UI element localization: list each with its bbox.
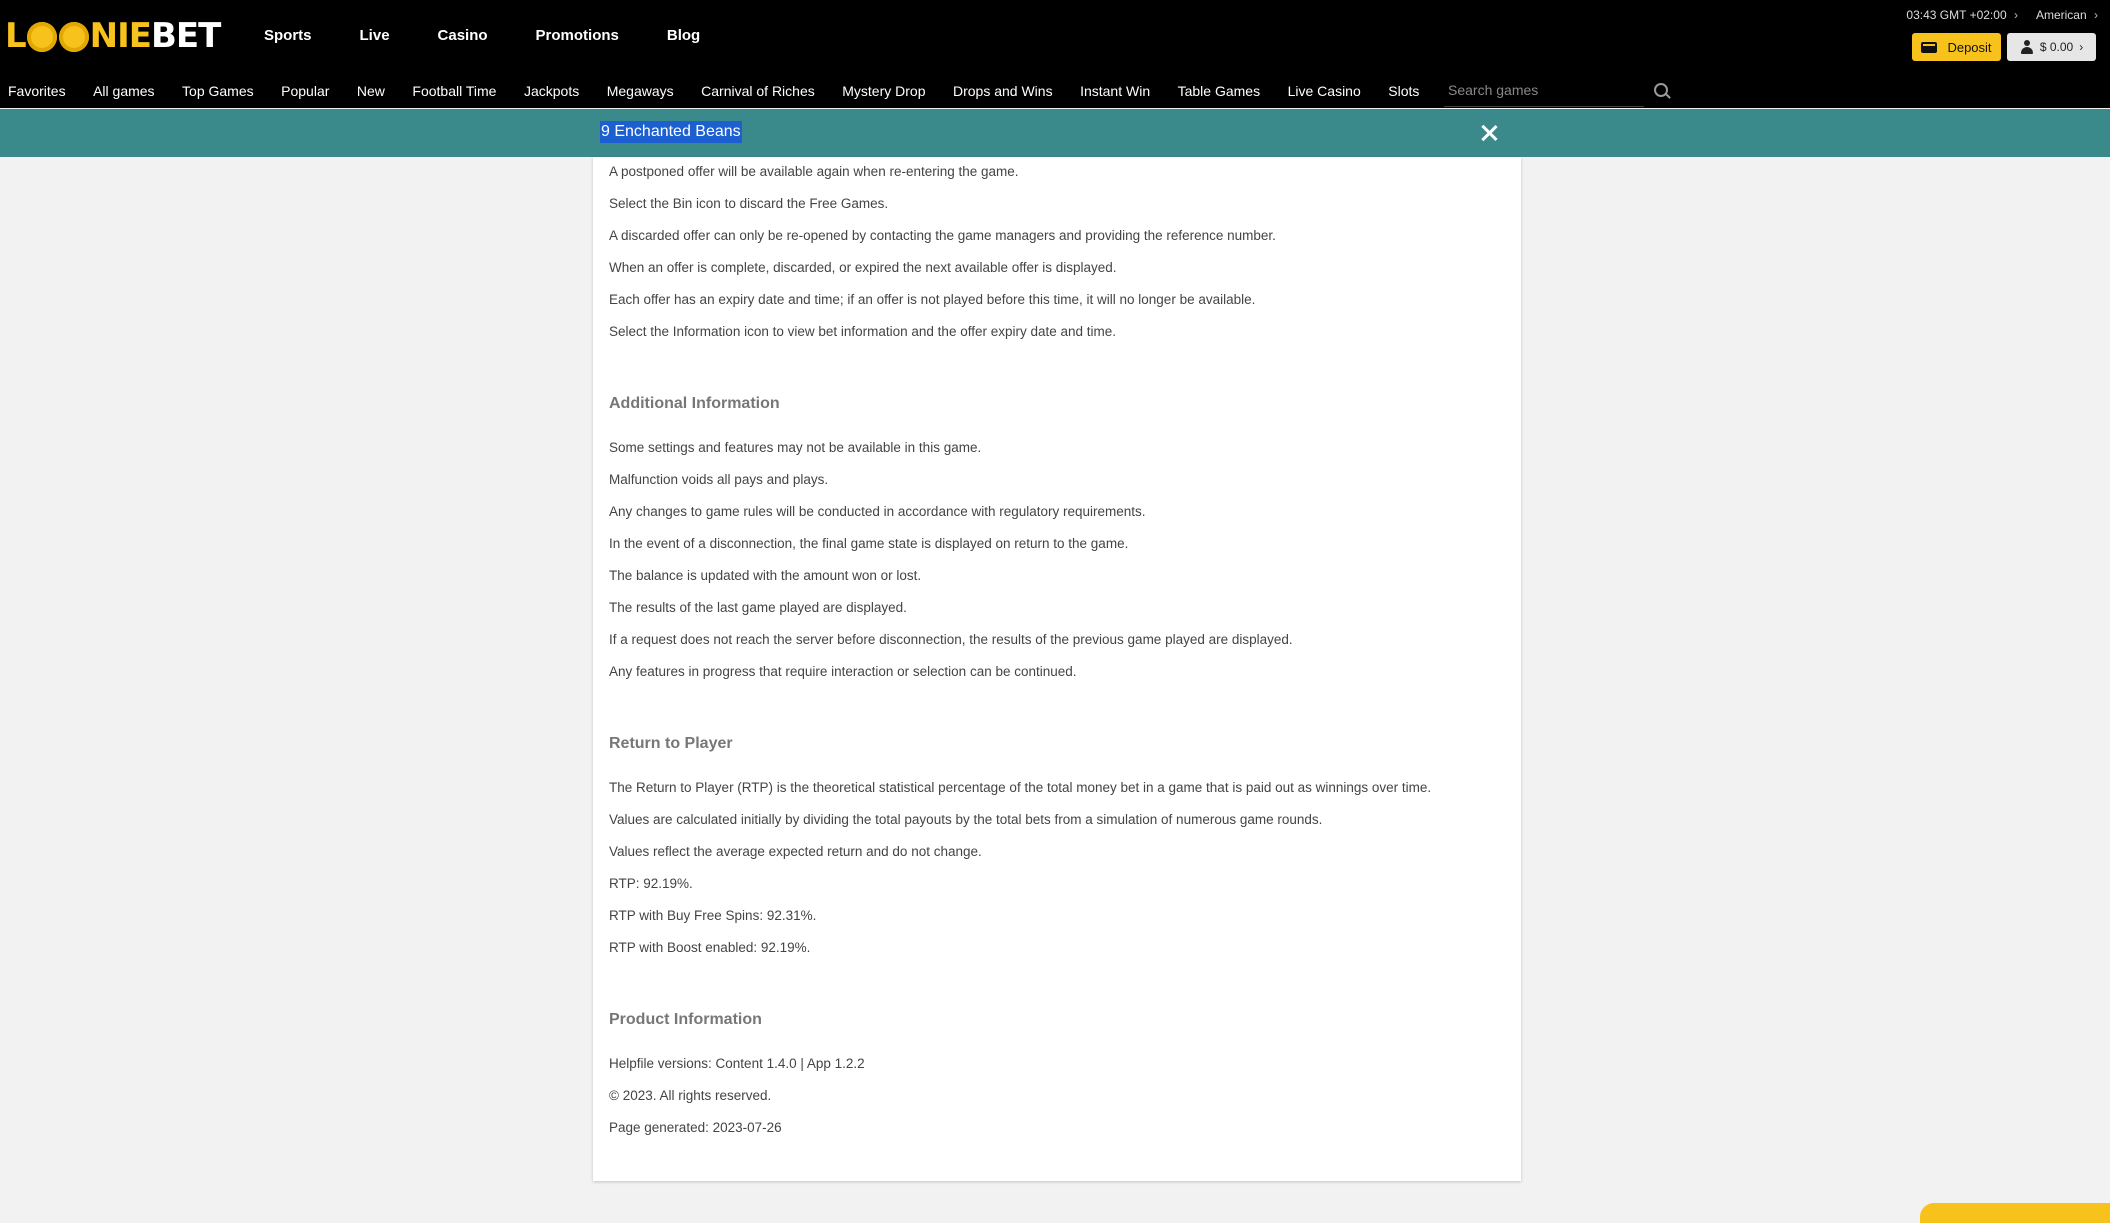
section-heading-additional-information: Additional Information xyxy=(609,395,780,412)
category-slots[interactable]: Slots xyxy=(1388,83,1420,99)
category-table-games[interactable]: Table Games xyxy=(1177,83,1261,99)
help-paragraph: Any features in progress that require interaction or selection can be continued. xyxy=(609,664,1077,679)
rtp-buy-free-spins-value: RTP with Buy Free Spins: 92.31%. xyxy=(609,908,817,923)
help-paragraph: The balance is updated with the amount won or lost. xyxy=(609,568,922,583)
time-zone-selector[interactable] xyxy=(1906,8,2018,22)
timezone-label: GMT +02:00 xyxy=(1939,8,2007,22)
logo-text-nie: NIE xyxy=(89,16,152,56)
rtp-value: RTP: 92.19%. xyxy=(609,876,693,891)
category-megaways[interactable]: Megaways xyxy=(606,83,674,99)
nav-blog[interactable]: Blog xyxy=(666,27,701,44)
site-logo[interactable] xyxy=(5,14,220,58)
odds-format-selector[interactable] xyxy=(2036,8,2098,22)
category-top-games[interactable]: Top Games xyxy=(182,83,254,99)
page-generated-date: Page generated: 2023-07-26 xyxy=(609,1120,782,1135)
help-paragraph: Malfunction voids all pays and plays. xyxy=(609,472,829,487)
help-paragraph: Values reflect the average expected return and do not change. xyxy=(609,844,982,859)
wallet-icon xyxy=(1921,42,1937,53)
help-paragraph: Each offer has an expiry date and time; if an offer is not played before this time, it will no longer be available. xyxy=(609,292,1256,307)
category-jackpots[interactable]: Jackpots xyxy=(523,83,580,99)
user-icon xyxy=(2020,40,2034,54)
helpfile-versions: Helpfile versions: Content 1.4.0 | App 1.2.2 xyxy=(609,1056,865,1071)
category-all-games[interactable]: All games xyxy=(93,83,155,99)
category-instant-win[interactable]: Instant Win xyxy=(1080,83,1151,99)
category-mystery-drop[interactable]: Mystery Drop xyxy=(842,83,926,99)
account-buttons xyxy=(1912,33,2096,61)
help-paragraph: The Return to Player (RTP) is the theoretical statistical percentage of the total money bet in a game that is paid out as winnings over time. xyxy=(609,780,1432,795)
main-nav xyxy=(264,22,748,50)
help-paragraph: A discarded offer can only be re-opened by contacting the game managers and providing the reference number. xyxy=(609,228,1276,243)
help-paragraph: If a request does not reach the server before disconnection, the results of the previous game played are displayed. xyxy=(609,632,1293,647)
category-live-casino[interactable]: Live Casino xyxy=(1287,83,1361,99)
logo-text-l: L xyxy=(5,16,26,56)
help-paragraph: Some settings and features may not be available in this game. xyxy=(609,440,982,455)
help-paragraph: A postponed offer will be available again when re-entering the game. xyxy=(609,164,1019,179)
search-box xyxy=(1444,76,1644,107)
site-header xyxy=(0,0,2110,108)
game-title: 9 Enchanted Beans xyxy=(600,121,742,143)
chevron-right-icon: › xyxy=(2094,8,2098,22)
games-category-nav xyxy=(8,79,1447,103)
help-paragraph: Select the Bin icon to discard the Free Games. xyxy=(609,196,889,211)
search-input[interactable] xyxy=(1444,76,1632,104)
nav-casino[interactable]: Casino xyxy=(437,27,488,44)
nav-promotions[interactable]: Promotions xyxy=(535,27,619,44)
section-heading-return-to-player: Return to Player xyxy=(609,735,733,752)
help-paragraph: Values are calculated initially by dividing the total payouts by the total bets from a simulation of numerous game rounds. xyxy=(609,812,1323,827)
help-paragraph: Select the Information icon to view bet information and the offer expiry date and time. xyxy=(609,324,1117,339)
rtp-boost-value: RTP with Boost enabled: 92.19%. xyxy=(609,940,811,955)
logo-coin-icon xyxy=(27,22,57,52)
help-paragraph: In the event of a disconnection, the final game state is displayed on return to the game. xyxy=(609,536,1129,551)
category-carnival-of-riches[interactable]: Carnival of Riches xyxy=(701,83,815,99)
nav-sports[interactable]: Sports xyxy=(264,27,312,44)
chat-widget-tab[interactable] xyxy=(1920,1203,2110,1223)
help-paragraph: Any changes to game rules will be conducted in accordance with regulatory requirements. xyxy=(609,504,1146,519)
category-new[interactable]: New xyxy=(356,83,385,99)
clock-time: 03:43 xyxy=(1906,8,1937,22)
section-heading-product-information: Product Information xyxy=(609,1011,762,1028)
category-popular[interactable]: Popular xyxy=(281,83,330,99)
help-paragraph: The results of the last game played are displayed. xyxy=(609,600,907,615)
logo-text-bet: BET xyxy=(151,16,221,56)
logo-coin-icon xyxy=(59,22,89,52)
deposit-label: Deposit xyxy=(1947,39,1992,55)
category-drops-and-wins[interactable]: Drops and Wins xyxy=(952,83,1053,99)
balance-button[interactable] xyxy=(2007,33,2096,61)
balance-amount: $ 0.00 xyxy=(2039,40,2074,54)
game-title-bar xyxy=(0,109,2110,157)
deposit-button[interactable] xyxy=(1912,33,2001,61)
help-paragraph: When an offer is complete, discarded, or expired the next available offer is displayed. xyxy=(609,260,1117,275)
help-panel xyxy=(593,157,1521,1181)
nav-live[interactable]: Live xyxy=(359,27,390,44)
category-football-time[interactable]: Football Time xyxy=(412,83,497,99)
chevron-right-icon: › xyxy=(2013,8,2018,22)
close-icon[interactable] xyxy=(1478,122,1500,144)
copyright: © 2023. All rights reserved. xyxy=(609,1088,772,1103)
utility-bar xyxy=(1906,8,2098,22)
chevron-right-icon: › xyxy=(2079,40,2084,54)
category-favorites[interactable]: Favorites xyxy=(8,83,66,99)
odds-format-label: American xyxy=(2035,8,2087,22)
search-icon[interactable] xyxy=(1654,83,1668,97)
